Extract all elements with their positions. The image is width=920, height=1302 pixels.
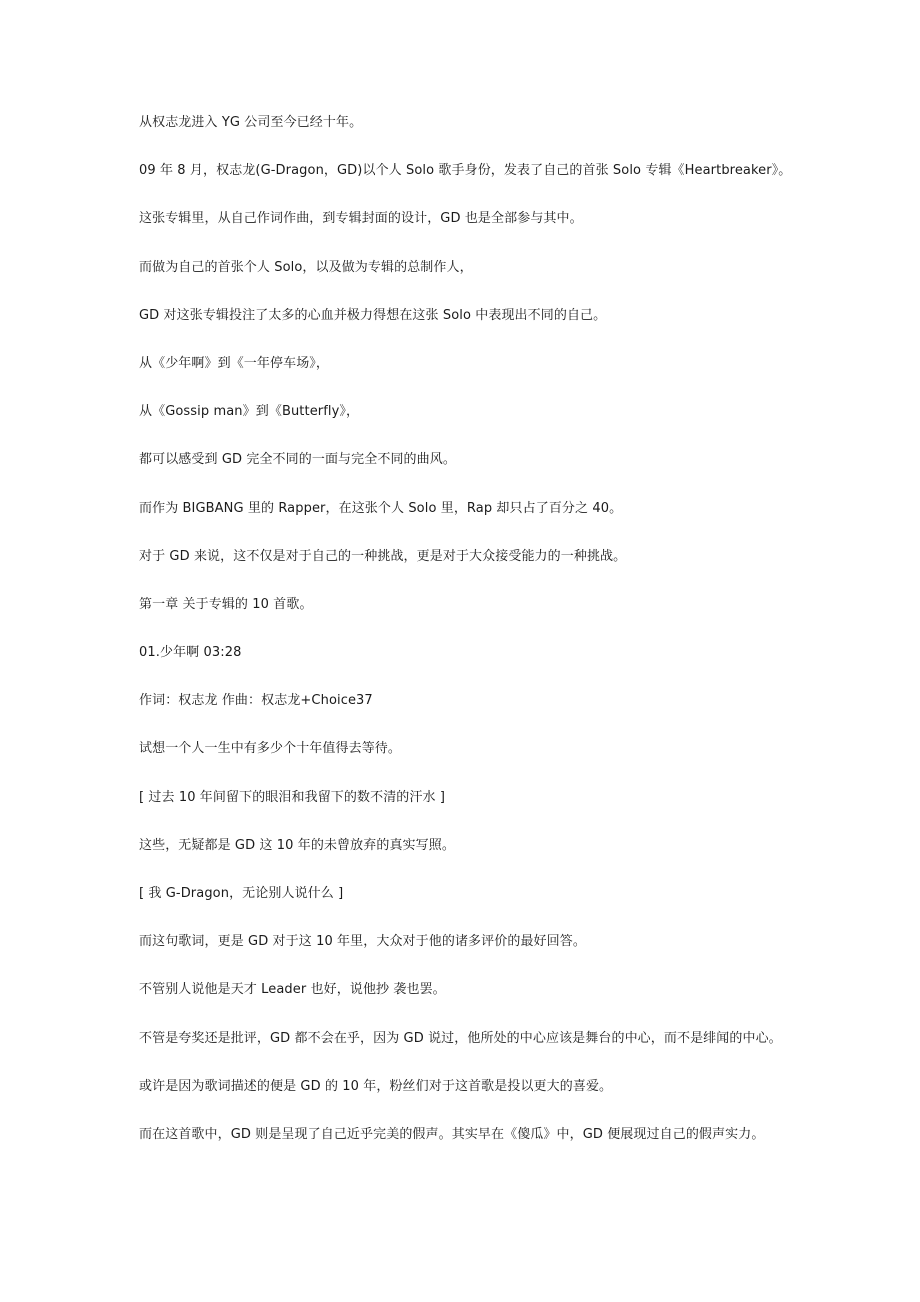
paragraph: 从权志龙进入 YG 公司至今已经十年。 bbox=[139, 115, 363, 130]
paragraph: 不管别人说他是天才 Leader 也好，说他抄 袭也罢。 bbox=[139, 982, 446, 998]
paragraph: GD 对这张专辑投注了太多的心血并极力得想在这张 Solo 中表现出不同的自己。 bbox=[139, 307, 607, 323]
document-body bbox=[139, 113, 859, 1173]
lyric-quote: [ 我 G-Dragon，无论别人说什么 ] bbox=[139, 886, 344, 901]
paragraph: 从《Gossip man》到《Butterfly》， bbox=[139, 404, 360, 420]
paragraph: 都可以感受到 GD 完全不同的一面与完全不同的曲风。 bbox=[139, 452, 456, 468]
paragraph: 而作为 BIGBANG 里的 Rapper，在这张个人 Solo 里，Rap 却只占了百分之 40。 bbox=[139, 500, 623, 516]
paragraph: 09 年 8 月，权志龙(G-Dragon，GD)以个人 Solo 歌手身份，发表了自己的首张 Solo 专辑《Heartbreaker》。 bbox=[139, 163, 792, 179]
paragraph: 这张专辑里，从自己作词作曲，到专辑封面的设计，GD 也是全部参与其中。 bbox=[139, 211, 583, 227]
paragraph: 试想一个人一生中有多少个十年值得去等待。 bbox=[139, 741, 402, 757]
song-title: 01.少年啊 03:28 bbox=[139, 645, 242, 661]
paragraph: 或许是因为歌词描述的便是 GD 的 10 年，粉丝们对于这首歌是投以更大的喜爱。 bbox=[139, 1078, 613, 1094]
lyric-quote: [ 过去 10 年间留下的眼泪和我留下的数不清的汗水 ] bbox=[139, 789, 446, 805]
paragraph: 对于 GD 来说，这不仅是对于自己的一种挑战，更是对于大众接受能力的一种挑战。 bbox=[139, 548, 627, 564]
paragraph: 这些，无疑都是 GD 这 10 年的未曾放弃的真实写照。 bbox=[139, 837, 455, 853]
paragraph: 从《少年啊》到《一年停车场》， bbox=[139, 355, 330, 371]
paragraph: 而做为自己的首张个人 Solo，以及做为专辑的总制作人， bbox=[139, 259, 473, 275]
paragraph: 而这句歌词，更是 GD 对于这 10 年里，大众对于他的诸多评价的最好回答。 bbox=[139, 934, 586, 950]
paragraph: 而在这首歌中，GD 则是呈现了自己近乎完美的假声。其实早在《傻瓜》中，GD 便展现过自己的假声实力。 bbox=[139, 1126, 765, 1142]
paragraph: 不管是夸奖还是批评，GD 都不会在乎，因为 GD 说过，他所处的中心应该是舞台的中心，而不是绯闻的中心。 bbox=[139, 1030, 782, 1046]
song-credits: 作词：权志龙 作曲：权志龙+Choice37 bbox=[139, 693, 373, 709]
chapter-heading: 第一章 关于专辑的 10 首歌。 bbox=[139, 596, 313, 612]
